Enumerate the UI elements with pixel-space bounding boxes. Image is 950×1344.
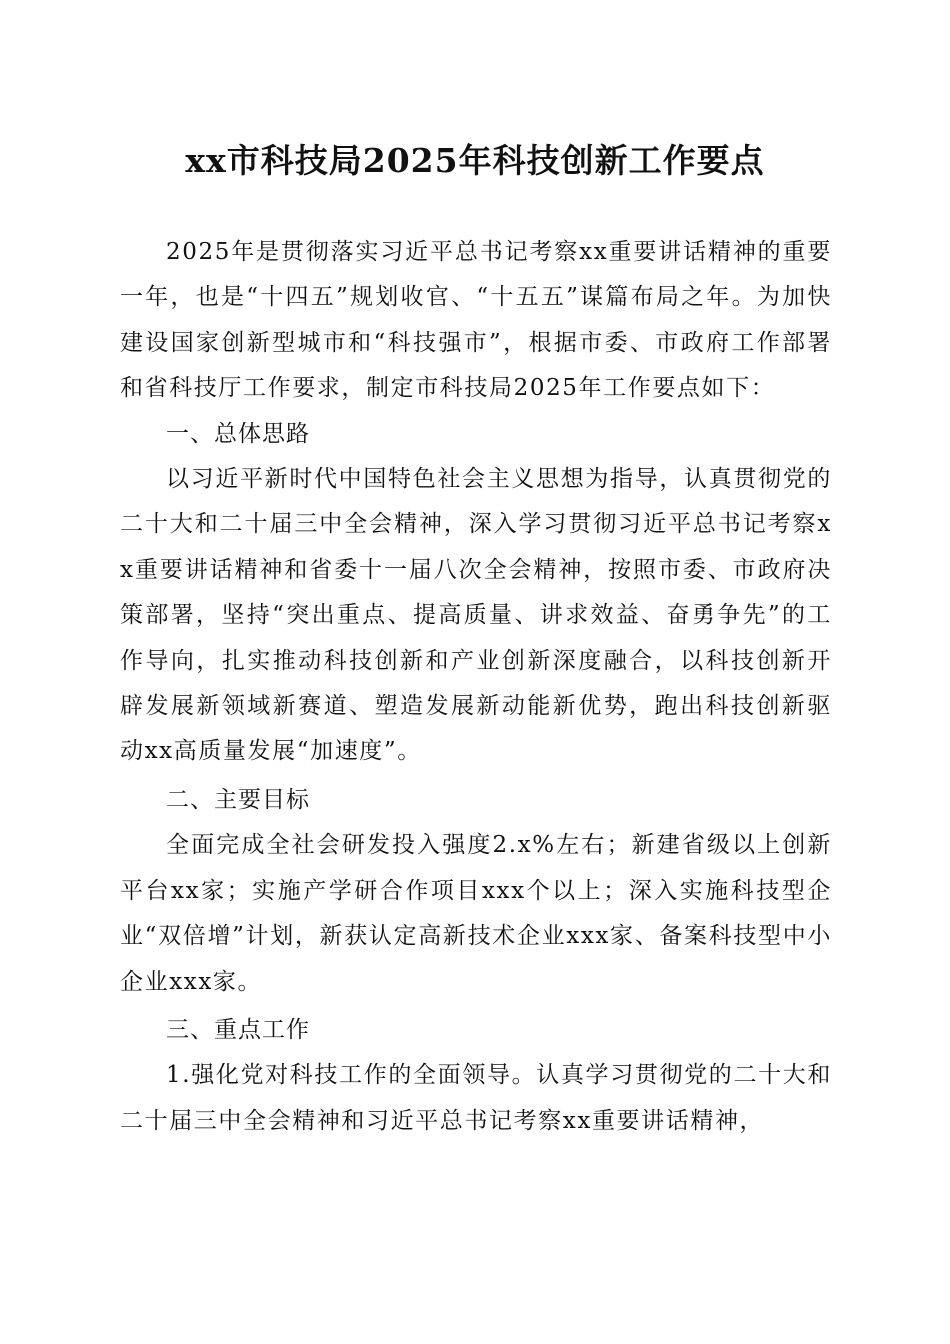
section-body-main-goals: 全面完成全社会研发投入强度2.x%左右；新建省级以上创新平台xx家；实施产学研合作项目xxx个以上；深入实施科技型企业“双倍增”计划，新获认定高新技术企业xxx家、备案科技型中小企业xxx家。: [120, 832, 832, 995]
section-heading-main-goals: 二、主要目标: [166, 786, 310, 813]
intro-paragraph: 2025年是贯彻落实习近平总书记考察xx重要讲话精神的重要一年，也是“十四五”规划收官、“十五五”谋篇布局之年。为加快建设国家创新型城市和“科技强市”，根据市委、市政府工作部署和省科技厅工作要求，制定市科技局2025年工作要点如下：: [120, 239, 832, 402]
section-body-key-tasks: 1.强化党对科技工作的全面领导。认真学习贯彻党的二十大和二十届三中全会精神和习近平总书记考察xx重要讲话精神，: [120, 1062, 832, 1134]
document-body: [120, 230, 832, 1144]
document-title: xx市科技局2025年科技创新工作要点: [185, 141, 765, 180]
section-heading-overall-approach: 一、总体思路: [166, 420, 310, 447]
section-body-overall-approach: 以习近平新时代中国特色社会主义思想为指导，认真贯彻党的二十大和二十届三中全会精神，深入学习贯彻习近平总书记考察xx重要讲话精神和省委十一届八次全会精神，按照市委、市政府决策部署，坚持“突出重点、提高质量、讲求效益、奋勇争先”的工作导向，扎实推动科技创新和产业创新深度融合，以科技创新开辟发展新领域新赛道、塑造发展新动能新优势，跑出科技创新驱动xx高质量发展“加速度”。: [120, 466, 832, 765]
section-heading-key-tasks: 三、重点工作: [166, 1016, 310, 1043]
